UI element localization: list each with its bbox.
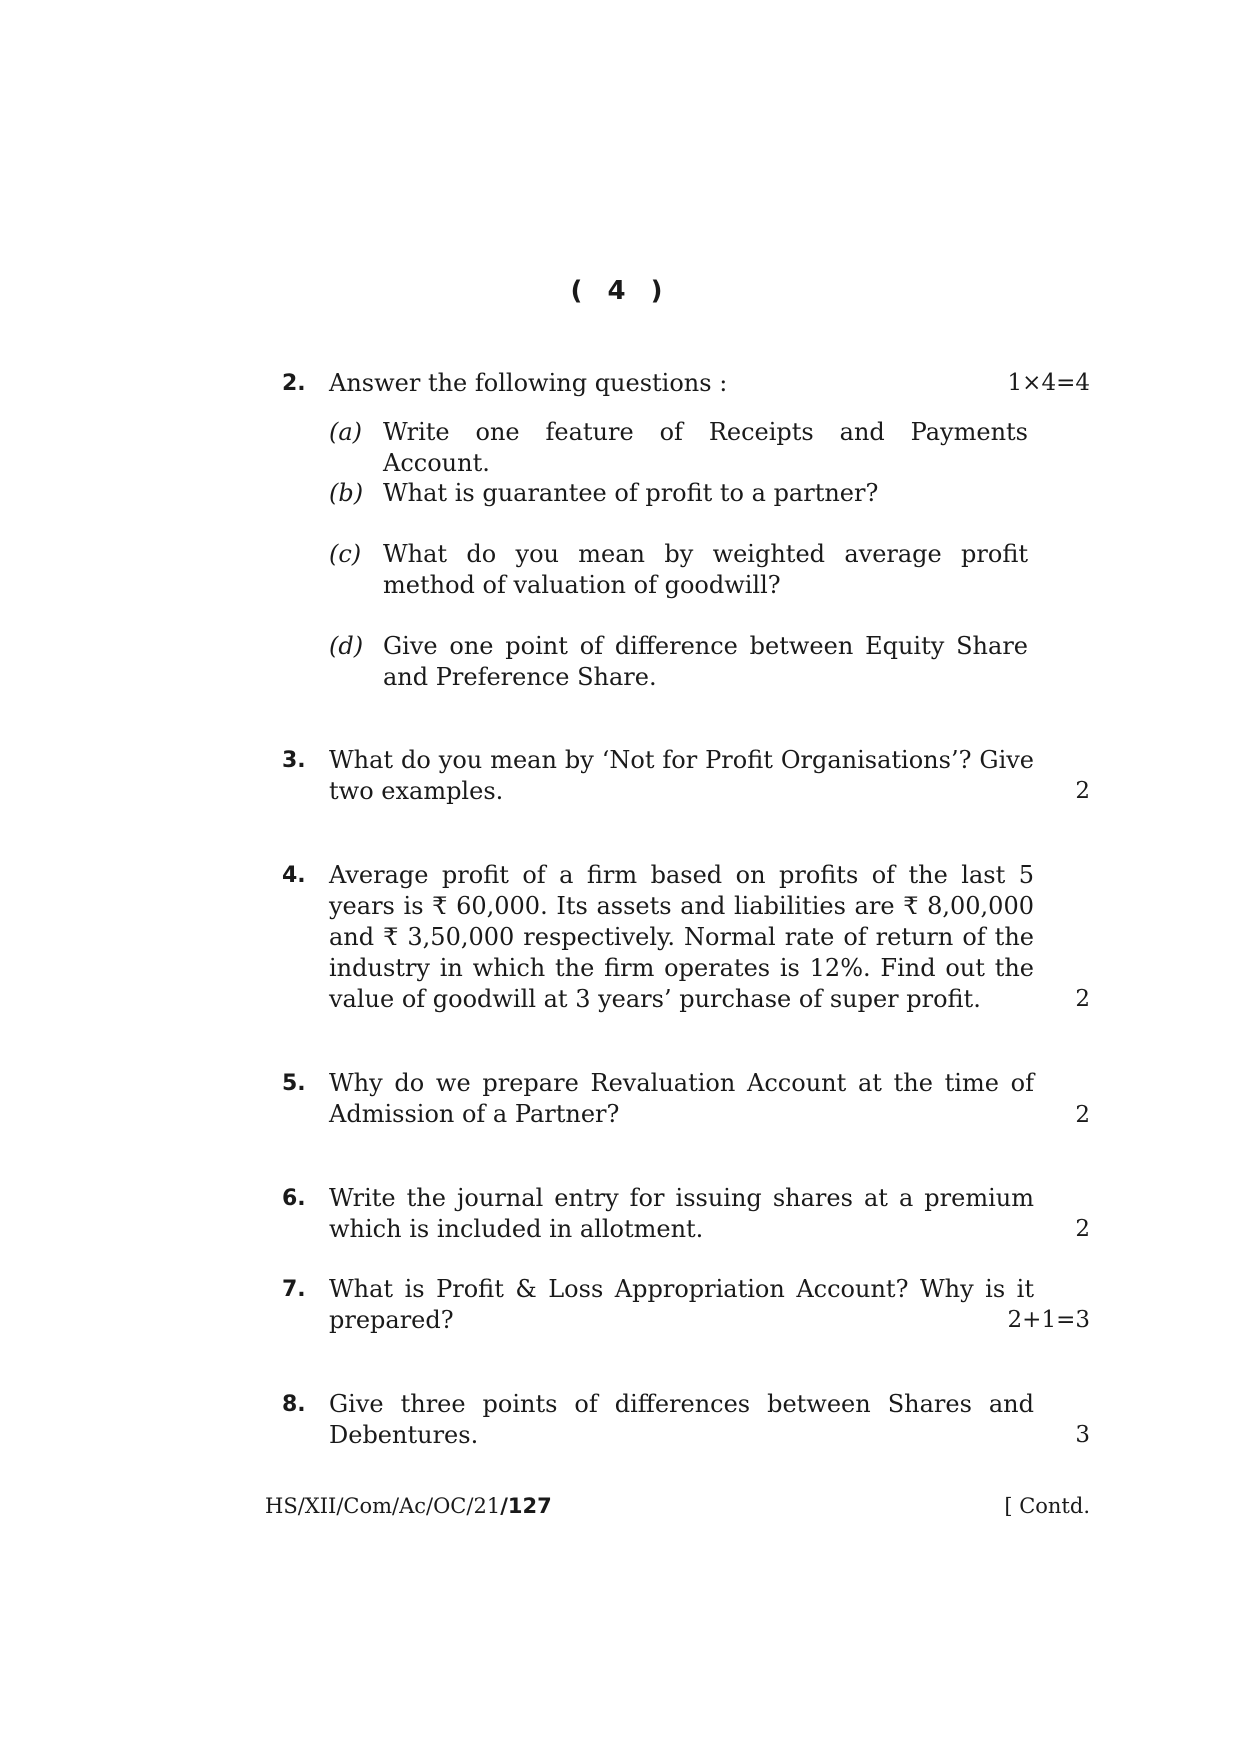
subpart-a — [329, 417, 1029, 479]
question-6 — [282, 1183, 1090, 1245]
subpart-b — [329, 478, 1029, 509]
question-2 — [282, 368, 1090, 399]
question-text: Average profit of a firm based on profits of the last 5 years is ₹ 60,000. Its assets and liabilities are ₹ 8,00,000 and ₹ 3,50,000 respectively. Normal rate of return of the industry in which the firm operates is 12%. Find out the value of goodwill at 3 years’ purchase of super profit. — [329, 861, 1034, 1013]
question-8 — [282, 1389, 1090, 1451]
question-marks: 3 — [1075, 1422, 1090, 1448]
question-number: 3. — [282, 748, 306, 773]
continued-marker: [ Contd. — [1004, 1494, 1090, 1518]
question-number: 4. — [282, 863, 306, 888]
footer — [265, 1494, 1090, 1518]
question-marks: 2+1=3 — [1007, 1307, 1090, 1333]
question-number: 8. — [282, 1392, 306, 1417]
question-text: Answer the following questions : — [329, 369, 728, 397]
question-text: What is Profit & Loss Appropriation Account? Why is it prepared? — [329, 1275, 1034, 1334]
paper-code: HS/XII/Com/Ac/OC/21 — [265, 1494, 501, 1518]
question-number: 5. — [282, 1071, 306, 1096]
question-text: What do you mean by ‘Not for Profit Organisations’? Give two examples. — [329, 746, 1034, 805]
question-3 — [282, 745, 1090, 807]
page-number: ( 4 ) — [570, 276, 671, 306]
question-text: Write the journal entry for issuing shares at a premium which is included in allotment. — [329, 1184, 1034, 1243]
question-5 — [282, 1068, 1090, 1130]
subpart-text: What is guarantee of profit to a partner? — [383, 479, 879, 507]
subpart-label: (c) — [329, 540, 362, 568]
subpart-text: Give one point of difference between Equity Share and Preference Share. — [383, 632, 1028, 691]
question-text: Why do we prepare Revaluation Account at the time of Admission of a Partner? — [329, 1069, 1034, 1128]
question-number: 2. — [282, 371, 306, 396]
question-marks: 2 — [1075, 1102, 1090, 1128]
question-4 — [282, 860, 1090, 1015]
subpart-label: (b) — [329, 479, 364, 507]
paper-code-number: /127 — [500, 1494, 552, 1518]
question-7 — [282, 1274, 1090, 1336]
question-text: Give three points of differences between Shares and Debentures. — [329, 1390, 1034, 1449]
subpart-text: What do you mean by weighted average profit method of valuation of goodwill? — [383, 540, 1028, 599]
question-marks: 2 — [1075, 778, 1090, 804]
subpart-c — [329, 539, 1029, 601]
question-number: 7. — [282, 1277, 306, 1302]
subpart-d — [329, 631, 1029, 693]
question-marks: 1×4=4 — [1007, 370, 1090, 396]
question-marks: 2 — [1075, 986, 1090, 1012]
subpart-label: (a) — [329, 418, 363, 446]
question-marks: 2 — [1075, 1216, 1090, 1242]
subpart-label: (d) — [329, 632, 364, 660]
subpart-text: Write one feature of Receipts and Payments Account. — [383, 418, 1028, 477]
question-number: 6. — [282, 1186, 306, 1211]
